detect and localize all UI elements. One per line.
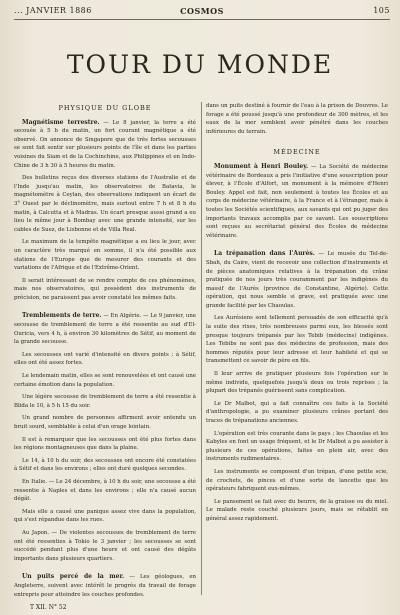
running-head <box>14 4 390 18</box>
section-head-physique: PHYSIQUE DU GLOBE <box>58 104 152 112</box>
section-head-medecine: MÉDECINE <box>273 148 321 157</box>
article-paragraph: Il leur arrive de pratiquer plusieurs fois l'opération sur le même individu, quelquefois jusqu'à deux ou trois reprises ; la plupart des trépanés guérissent sans complication. <box>206 371 388 395</box>
article-title-bouley: Monument à Henri Bouley. <box>214 162 309 170</box>
article-paragraph: Le pansement se fait avec du beurre, de la graisse ou du miel. Le malade reste couché plusieurs jours, mais se rétablit en général assez rapidement. <box>206 498 388 522</box>
spacer <box>206 140 388 146</box>
column-divider <box>201 102 202 595</box>
article-paragraph: Monument à Henri Bouley. — La Société de médecine vétérinaire de Bordeaux a pris l'initiative d'une souscription pour élever, à l'École d'Alfort, un monument à la mémoire d'Henri Bouley. Appel est fait, non seulement à toutes les Écoles et au corps de médecine vétérinaire, à la France et à l'étranger, mais à toutes les Sociétés scientifiques, aux savants qui ont pu juger des importants travaux accomplis par ce savant. Les souscriptions sont reçues au secrétariat général des Écoles de médecine vétérinaire. <box>206 162 388 239</box>
article-paragraph: Des bulletins reçus des diverses stations de l'Australie et de l'Inde jusqu'au matin, les observatoires de Batavia, le magnétomètre à Ceylan, des observations indiquent un écart de 3° Ouest par le déclinomètre, mais surtout entre 7 h et 8 h du matin, à Calcutta et à Madras. Un écart presque aussi grand a eu lieu le même jour à Bombay avec une grande intensité, sur les cables de Suez, de Lisbonne et de Villa Real. <box>14 175 196 233</box>
article-paragraph: Le Dr Malbot, qui a fait connaître ces faits à la Société d'anthropologie, a pu examiner plusieurs crânes portant des traces de trépanations anciennes. <box>206 400 388 424</box>
left-column <box>14 102 196 615</box>
issue-date: ... JANVIER 1886 <box>14 6 92 15</box>
header-rule <box>14 19 390 20</box>
continued-paragraph: dans un puits destiné à fournir de l'eau à la prison de Douvres. Le forage a été poussé jusqu'à une profondeur de 300 mètres, et les eaux de la mer semblent avoir pénétré dans les couches inférieures du terrain. <box>206 103 388 135</box>
article-paragraph: Tremblements de terre. — En Algérie. — Le 9 janvier, une secousse de tremblement de terre a été ressentie au sud d'El-Ouricia, vers 4 h, à environ 30 kilomètres de Sétif, au moment de la grande secousse. <box>14 312 196 346</box>
article-paragraph: Les secousses ont varié d'intensité en divers points ; à Sétif, elles ont été assez fortes. <box>14 351 196 367</box>
article-paragraph: Le 14, à 10 h du soir, des secousses ont encore été constatées à Sétif et dans les environs ; elles ont duré quelques secondes. <box>14 457 196 473</box>
article-paragraph: Les Aurésiens sont tellement persuadés de son efficacité qu'à la suite des rixes, très nombreuses parmi eux, les blessés sont presque toujours trépanés par les Tebib (médecins) indigènes. Les Tebibs ne sont pas des médecins de profession, mais des hommes réputés pour leur adresse et leur habileté et qui se transmettent ce savoir de père en fils. <box>206 315 388 365</box>
article-paragraph: Mais elle a causé une panique assez vive dans la population, qui s'est répandue dans les rues. <box>14 508 196 524</box>
article-title-trepanation: La trépanation dans l'Aurès. <box>214 250 315 258</box>
article-paragraph: Magnétisme terrestre. — Le 8 janvier, la terre a été secouée à 5 h du matin, un fort courant magnétique a été observé. On annonce de Singapore que de très fortes secousses se sont fait sentir sur plusieurs points de l'île et dans les parties voisines du Siam et de la Cochinchine, aux Philippines et en Indo-Chine de 3 h 30 à 5 heures du matin. <box>14 118 196 169</box>
article-paragraph: En Italie. — Le 24 décembre, à 10 h du soir, une secousse a été ressentie à Naples et dans les environs ; elle n'a causé aucun dégât. <box>14 478 196 503</box>
article-paragraph: Les instruments se composent d'un trépan, d'une petite scie, de crochets, de pinces et d'une sorte de lancette que les opérateurs fabriquent eux-mêmes. <box>206 468 388 493</box>
article-paragraph: Il serait intéressant de se rendre compte de ces phénomènes, mais nos observatoires, qui possèdent des instruments de précision, ne paraissent pas avoir constaté les mêmes faits. <box>14 277 196 301</box>
volume-footer: T XII. N° 52 <box>30 604 67 611</box>
article-paragraph: Un puits percé de la mer. — Les géologues, en Angleterre, suivent avec intérêt le progrès du travail de forage entrepris pour atteindre les couches profondes. <box>14 573 196 598</box>
article-paragraph: Au Japon. — De violentes secousses de tremblement de terre ont été ressenties à Tokio le 3 janvier ; les secousses se sont succédé pendant plus d'une heure et ont causé des dégâts importants dans plusieurs quartiers. <box>14 529 196 562</box>
journal-name: COSMOS <box>180 6 224 16</box>
article-title-magnetisme: Magnétisme terrestre. <box>22 118 100 126</box>
article-paragraph: Le maximum de la tempête magnétique a eu lieu le jour, avec un caractère très marqué en somme, il n'a été possible aux stations de l'Europe que de mesurer des courants et des variations de l'Afrique et de l'Extrême-Orient. <box>14 239 196 272</box>
page-number: 105 <box>373 6 390 15</box>
article-paragraph: Le lendemain matin, elles se sont renouvelées et ont causé une certaine émotion dans la population. <box>14 373 196 388</box>
article-title-tremblements: Tremblements de terre. <box>22 312 102 320</box>
page-title: TOUR DU MONDE <box>66 50 334 79</box>
article-paragraph: Une légère secousse de tremblement de terre a été ressentie à Blida le 10, à 5 h 15 du soir. <box>14 394 196 409</box>
article-paragraph: La trépanation dans l'Aurès. — Le musée du Tel-de-Sbah, du Caire, vient de recevoir une collection d'instruments et de pièces anatomiques relatives à la trépanation du crâne pratiquée de nos jours très couramment par les indigènes du massif de l'Aurès (province de Constantine, Algérie). Cette opération, qui nous semble si grave, est pratiquée avec une grande facilité par les Chaouïas. <box>206 250 388 309</box>
article-title-puits: Un puits percé de la mer. <box>22 573 125 581</box>
right-column <box>206 102 388 615</box>
article-paragraph: Il est à remarquer que les secousses ont été plus fortes dans les régions montagneuses que dans la plaine. <box>14 436 196 452</box>
article-paragraph: L'opération est très courante dans le pays ; les Chaouïas et les Kabyles en font un usage fréquent, et le Dr Malbot a pu assister à plusieurs de ces opérations, faites en plein air, avec des instruments rudimentaires. <box>206 430 388 463</box>
article-paragraph: Un grand nombre de personnes affirment avoir entendu un bruit sourd, semblable à celui d'un orage lointain. <box>14 415 196 430</box>
